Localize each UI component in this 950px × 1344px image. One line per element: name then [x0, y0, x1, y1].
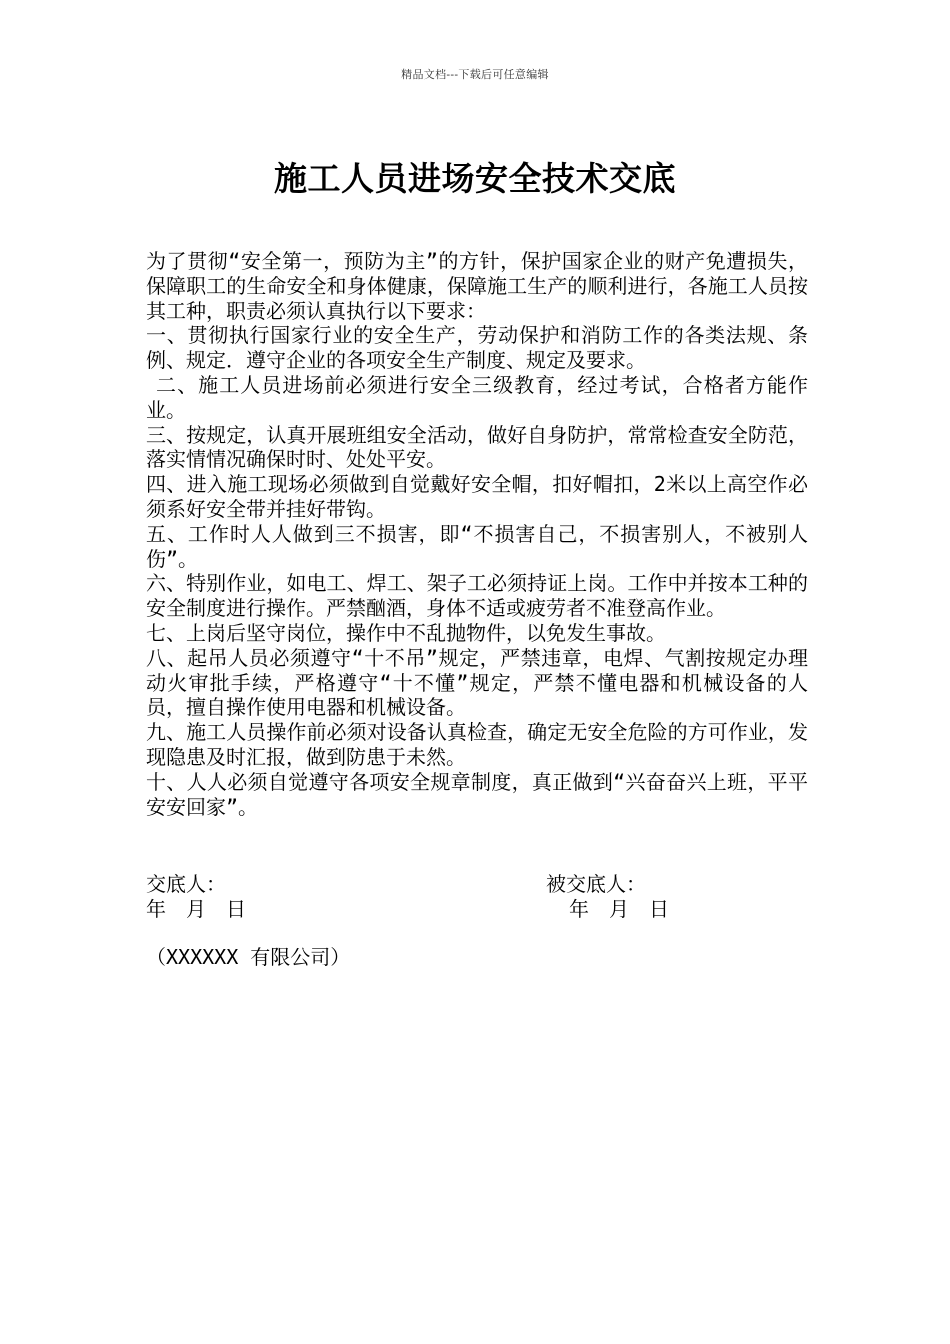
signature-block — [146, 872, 808, 922]
requirement-4: 四、进入施工现场必须做到自觉戴好安全帽，扣好帽扣，2米以上高空作必须系好安全带并挂好带钩。 — [146, 472, 808, 521]
document-title: 施工人员进场安全技术交底 — [274, 159, 676, 198]
requirement-2: 二、施工人员进场前必须进行安全三级教育，经过考试，合格者方能作业。 — [146, 372, 808, 422]
requirement-9: 九、施工人员操作前必须对设备认真检查，确定无安全危险的方可作业，发现隐患及时汇报，做到防患于未然。 — [146, 720, 808, 769]
giver-date: 年 月 日 — [146, 897, 246, 921]
requirement-3: 三、按规定，认真开展班组安全活动，做好自身防护，常常检查安全防范，落实情情况确保时时、处处平安。 — [146, 422, 808, 472]
giver-label: 交底人： — [146, 872, 226, 896]
signature-date-row — [146, 897, 808, 922]
signature-label-row — [146, 872, 808, 897]
requirement-5: 五、工作时人人做到三不损害，即“不损害自己，不损害别人，不被别人伤”。 — [146, 521, 808, 571]
requirement-7: 七、上岗后坚守岗位，操作中不乱抛物件，以免发生事故。 — [146, 620, 666, 645]
company-name: （XXXXXX 有限公司） — [146, 945, 351, 969]
intro-paragraph: 为了贯彻“安全第一，预防为主”的方针，保护国家企业的财产免遭损失，保障职工的生命安全和身体健康，保障施工生产的顺利进行，各施工人员按其工种，职责必须认真执行以下要求： — [146, 249, 808, 323]
requirement-1: 一、贯彻执行国家行业的安全生产，劳动保护和消防工作的各类法规、条例、规定．遵守企业的各项安全生产制度、规定及要求。 — [146, 323, 808, 373]
requirement-8: 八、起吊人员必须遵守“十不吊”规定，严禁违章，电焊、气割按规定办理动火审批手续，严格遵守“十不懂”规定，严禁不懂电器和机械设备的人员，擅自操作使用电器和机械设备。 — [146, 645, 808, 720]
header-note: 精品文档---下载后可任意编辑 — [401, 68, 549, 81]
receiver-label: 被交底人： — [546, 872, 646, 896]
requirement-10: 十、人人必须自觉遵守各项安全规章制度，真正做到“兴奋奋兴上班，平平安安回家”。 — [146, 769, 808, 819]
requirement-6: 六、特别作业，如电工、焊工、架子工必须持证上岗。工作中并按本工种的安全制度进行操作。严禁酗酒，身体不适或疲劳者不准登高作业。 — [146, 571, 808, 621]
receiver-date: 年 月 日 — [569, 897, 669, 921]
document-body — [146, 249, 808, 819]
